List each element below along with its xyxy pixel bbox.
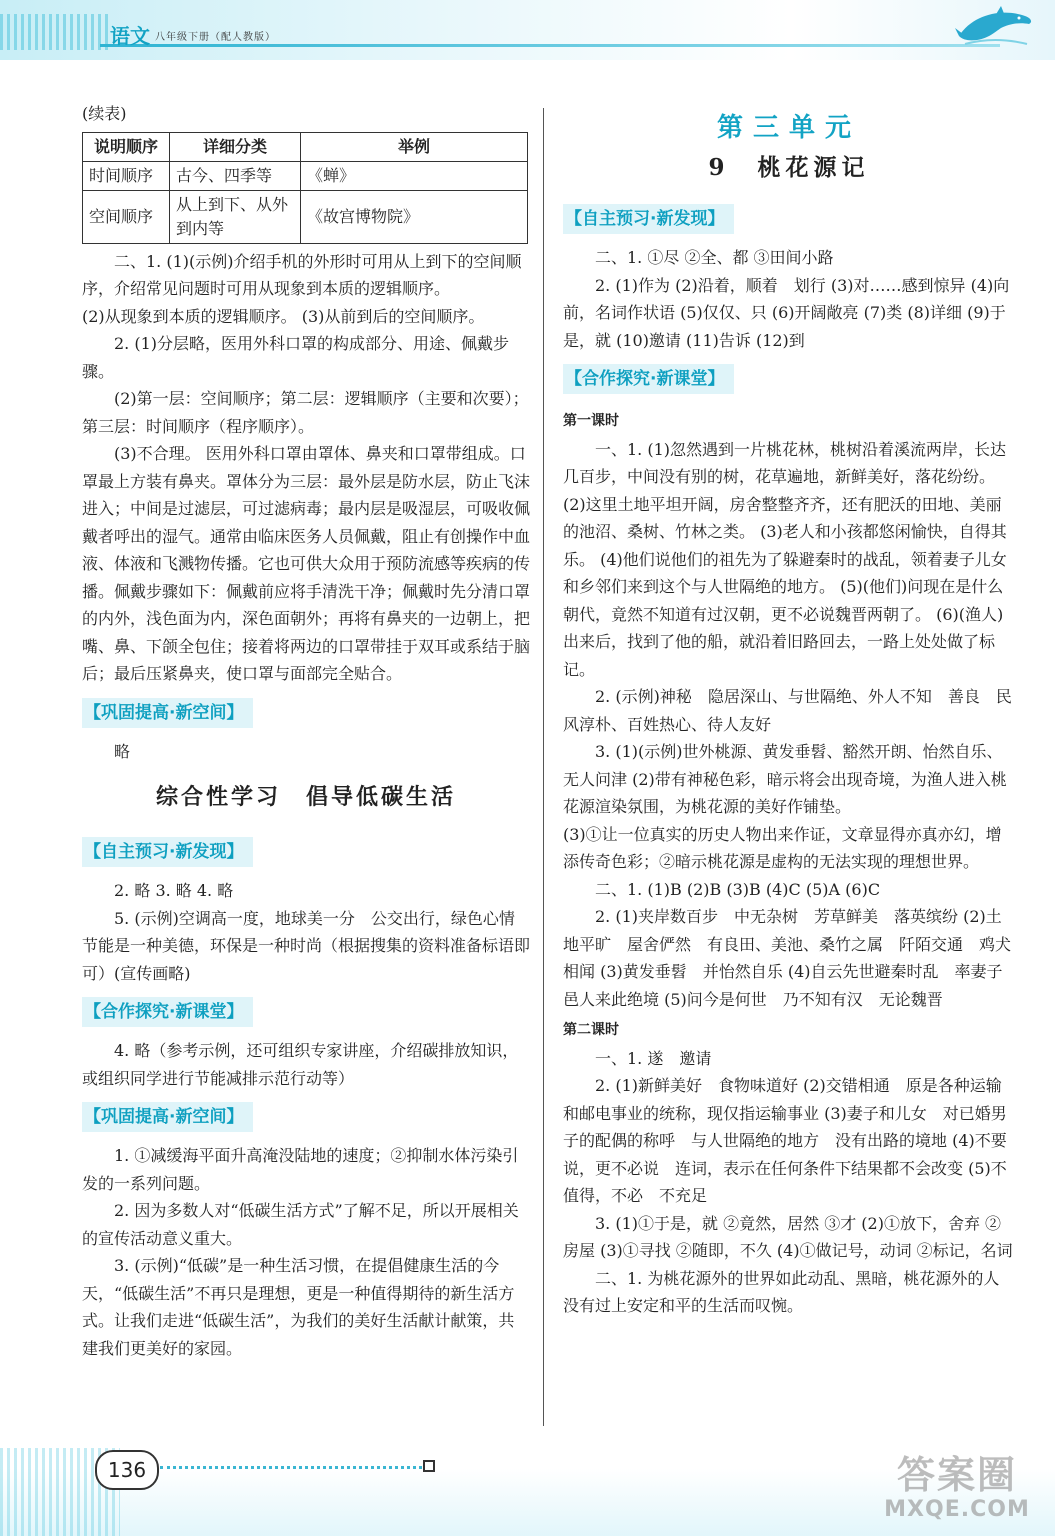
table-header-cell: 详细分类 xyxy=(170,132,301,161)
answer-paragraph: 二、1. ①尽 ②全、都 ③田间小路 xyxy=(595,248,834,267)
lesson-period-heading: 第一课时 xyxy=(563,413,619,429)
answer-paragraph: 一、1. 遂 邀请 xyxy=(595,1048,712,1068)
table-header-cell: 举例 xyxy=(301,132,528,161)
table-cell: 《故宫博物院》 xyxy=(301,190,528,243)
answer-paragraph: 2. (1)新鲜美好 食物味道好 (2)交错相通 原是各种运输和邮电事业的统称，现仅指运输事业 (3)妻子和儿女 对已婚男子的配偶的称呼 与人世隔绝的地方 没有出路的境地 (4)不要说，更不必说 连词，表示在任何条件下结果都不会改变 (5)不值得，不必 不充足 xyxy=(563,1076,1007,1205)
table-row xyxy=(83,161,528,190)
answer-paragraph: 3. (示例)“低碳”是一种生活习惯，在提倡健康生活的今天，“低碳生活”不再只是理想，更是一种值得期待的新生活方式。让我们走进“低碳生活”，为我们的美好生活献计献策，共建我们更美好的家园。 xyxy=(82,1256,515,1358)
order-table xyxy=(82,132,528,244)
footer-dotted-line xyxy=(160,1466,422,1469)
lesson-title: 9 桃花源记 xyxy=(708,154,870,181)
answer-paragraph: (2)第一层：空间顺序；第二层：逻辑顺序（主要和次要）；第三层：时间顺序（程序顺序）。 xyxy=(82,389,529,436)
table-cell: 空间顺序 xyxy=(83,190,170,243)
watermark-url: MXQE.COM xyxy=(884,1497,1030,1522)
answer-paragraph: 3. (1)(示例)世外桃源、黄发垂髫、豁然开朗、怡然自乐、无人问津 (2)带有神秘色彩，暗示将会出现奇境，为渔人进入桃花源渲染氛围，为桃花源的美好作铺垫。 xyxy=(563,742,1007,816)
answer-paragraph: 2. (1)分层略，医用外科口罩的构成部分、用途、佩戴步骤。 xyxy=(82,334,510,381)
header-stripes xyxy=(0,14,110,50)
answer-paragraph: 2. (1)夹岸数百步 中无杂树 芳草鲜美 落英缤纷 (2)土地平旷 屋舍俨然 有良田、美池、桑竹之属 阡陌交通 鸡犬相闻 (3)黄发垂髫 并怡然自乐 (4)自云先世避秦时乱 率妻子邑人来此绝境 (5)问今是何世 乃不知有汉 无论魏晋 xyxy=(563,907,1012,1009)
table-caption: (续表) xyxy=(82,104,127,123)
page-number: 136 xyxy=(95,1450,159,1490)
answer-paragraph: 略 xyxy=(114,741,131,761)
chapter-title: 综合性学习 倡导低碳生活 xyxy=(155,784,456,810)
answer-paragraph: 一、1. (1)忽然遇到一片桃花林，桃树沿着溪流两岸，长达几百步，中间没有别的树，花草遍地，新鲜美好，落花纷纷。 (2)这里土地平坦开阔，房舍整整齐齐，还有肥沃的田地、美丽的池沼、桑树、竹林之类。 (3)老人和小孩都悠闲愉快，自得其乐。 (4)他们说他们的祖先为了躲避秦时的战乱，领着妻子儿女和乡邻们来到这个与人世隔绝的地方。 (5)(他们)问现在是什么朝代，竟然不知道有过汉朝，更不必说魏晋两朝了。 (6)(渔人)出来后，找到了他的船，就沿着旧路回去，一路上处处做了标记。 xyxy=(563,439,1007,679)
answer-paragraph: 4. 略（参考示例，还可组织专家讲座，介绍碳排放知识，或组织同学进行节能减排示范行动等） xyxy=(82,1041,519,1088)
footer-square-marker xyxy=(423,1460,435,1472)
left-column xyxy=(82,100,530,1362)
answer-paragraph: 二、1. (1)B (2)B (3)B (4)C (5)A (6)C xyxy=(595,879,881,899)
answer-paragraph: 1. ①减缓海平面升高淹没陆地的速度；②抑制水体污染引发的一系列问题。 xyxy=(82,1146,519,1193)
table-cell: 古今、四季等 xyxy=(170,161,301,190)
section-tag: 【巩固提高·新空间】 xyxy=(82,1102,253,1132)
header-grade: 八年级下册（配人教版） xyxy=(155,32,276,43)
right-column xyxy=(563,100,1015,1320)
table-header-cell: 说明顺序 xyxy=(83,132,170,161)
answer-paragraph: (2)从现象到本质的逻辑顺序。 (3)从前到后的空间顺序。 xyxy=(82,306,485,326)
header-subject: 语文 xyxy=(110,24,150,48)
section-tag: 【自主预习·新发现】 xyxy=(82,837,253,867)
section-tag: 【合作探究·新课堂】 xyxy=(563,364,734,394)
answer-paragraph: 2. (1)作为 (2)沿着，顺着 划行 (3)对……感到惊异 (4)向前，名词作状语 (5)仅仅、只 (6)开阔敞亮 (7)类 (8)详细 (9)于是，就 (10)邀请 (11)告诉 (12)到 xyxy=(563,275,1010,350)
table-header-row xyxy=(83,132,528,161)
section-tag: 【巩固提高·新空间】 xyxy=(82,698,253,728)
answer-paragraph: 二、1. (1)(示例)介绍手机的外形时可用从上到下的空间顺序，介绍常见问题时可用从现象到本质的逻辑顺序。 xyxy=(82,251,522,298)
answer-paragraph: (3)①让一位真实的历史人物出来作证，文章显得亦真亦幻，增添传奇色彩；②暗示桃花源是虚构的无法实现的理想世界。 xyxy=(563,824,1002,871)
table-row xyxy=(83,190,528,243)
watermark-logo xyxy=(872,1452,1042,1532)
answer-paragraph: 二、1. 为桃花源外的世界如此动乱、黑暗，桃花源外的人没有过上安定和平的生活而叹惋。 xyxy=(563,1268,1000,1315)
watermark-text: 答案圈 xyxy=(896,1453,1017,1497)
answer-paragraph: (3)不合理。 医用外科口罩由罩体、鼻夹和口罩带组成。口罩最上方装有鼻夹。罩体分为三层：最外层是防水层，防止飞沫进入；中间是过滤层，可过滤病毒；最内层是吸湿层，可吸收佩戴者呼出的湿气。通常由临床医务人员佩戴，阻止有创操作中血液、体液和飞溅物传播。它也可供大众用于预防流感等疾病的传播。佩戴步骤如下：佩戴前应将手清洗干净；佩戴时先分清口罩的内外，浅色面为内，深色面朝外；再将有鼻夹的一边朝上，把嘴、鼻、下颌全包住；接着将两边的口罩带挂于双耳或系结于脑后；最后压紧鼻夹，使口罩与面部完全贴合。 xyxy=(82,444,531,683)
answer-paragraph: 5. (示例)空调高一度，地球美一分 公交出行，绿色心情 节能是一种美德，环保是一种时尚（根据搜集的资料准备标语即可）(宣传画略) xyxy=(82,908,531,983)
answer-paragraph: 2. (示例)神秘 隐居深山、与世隔绝、外人不知 善良 民风淳朴、百姓热心、待人友好 xyxy=(563,687,1012,734)
unit-title: 第三单元 xyxy=(716,113,861,143)
column-divider xyxy=(543,108,544,1426)
answer-paragraph: 2. 因为多数人对“低碳生活方式”了解不足，所以开展相关的宣传活动意义重大。 xyxy=(82,1201,519,1248)
table-cell: 从上到下、从外到内等 xyxy=(170,190,301,243)
dolphin-icon xyxy=(955,6,1035,48)
lesson-period-heading: 第二课时 xyxy=(563,1022,619,1038)
section-tag: 【合作探究·新课堂】 xyxy=(82,997,253,1027)
section-tag: 【自主预习·新发现】 xyxy=(563,204,734,234)
answer-paragraph: 2. 略 3. 略 4. 略 xyxy=(114,881,234,900)
header-line xyxy=(100,44,1000,47)
table-cell: 时间顺序 xyxy=(83,161,170,190)
answer-paragraph: 3. (1)①于是，就 ②竟然，居然 ③才 (2)①放下，舍弃 ②房屋 (3)①寻找 ②随即，不久 (4)①做记号，动词 ②标记，名词 xyxy=(563,1213,1013,1260)
table-cell: 《蝉》 xyxy=(301,161,528,190)
